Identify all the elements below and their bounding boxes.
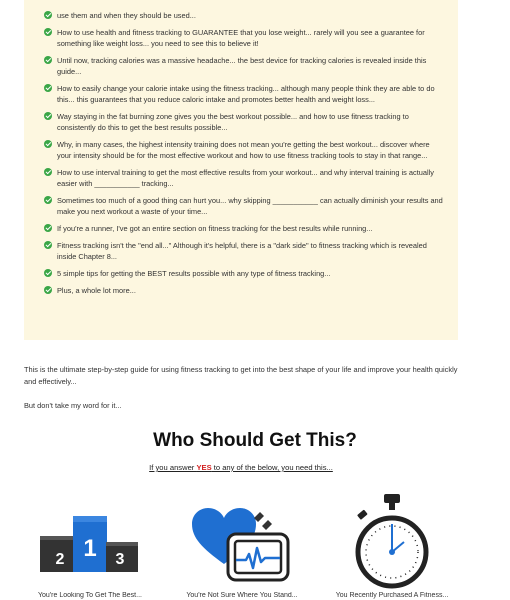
- check-icon: [44, 241, 52, 249]
- podium-number-1: 1: [83, 535, 97, 562]
- feature-bullet-box: [24, 0, 458, 340]
- list-item: Way staying in the fat burning zone gives you the best workout possible... and how to use fitness tracking to consistently do this to get the best results possible...: [44, 111, 446, 133]
- check-icon: [44, 56, 52, 64]
- section-heading: Who Should Get This?: [153, 430, 357, 451]
- check-icon: [44, 196, 52, 204]
- intro-paragraph-2: But don't take my word for it...: [24, 401, 122, 410]
- intro-paragraph: This is the ultimate step-by-step guide for using fitness tracking to get into the best shape of your life and improve your health quickly and effectively...: [24, 365, 458, 386]
- list-item: If you're a runner, I've got an entire section on fitness tracking for the best results while running...: [44, 223, 446, 234]
- caption-3: You Recently Purchased A Fitness...: [335, 592, 449, 599]
- list-item: Sometimes too much of a good thing can hurt you... why skipping ___________ can actually diminish your results and make you next workout a waste of your time...: [44, 195, 446, 217]
- check-icon: [44, 112, 52, 120]
- check-icon: [44, 168, 52, 176]
- list-item: How to use health and fitness tracking to GUARANTEE that you lose weight... rarely will you see a guarantee for something like weight loss... you need to see this to believe it!: [44, 27, 446, 49]
- check-icon: [44, 11, 52, 19]
- check-icon: [44, 286, 52, 294]
- list-item: How to easily change your calorie intake using the fitness tracking... although many people think they are able to do this... this guarantees that you reduce caloric intake and promotes better health and weight loss...: [44, 83, 446, 105]
- check-icon: [44, 84, 52, 92]
- caption-2: You're Not Sure Where You Stand...: [186, 592, 298, 599]
- feature-list: [44, 10, 446, 296]
- list-item: How to use interval training to get the most effective results from your workout... and why interval training is actually easier with ___________ tracking...: [44, 167, 446, 189]
- list-item: Plus, a whole lot more...: [44, 285, 446, 296]
- check-icon: [44, 28, 52, 36]
- list-item: Why, in many cases, the highest intensity training does not mean you're getting the best workout... discover where your intensity should be for the most effective workout and how to use fitness tracking tools to stay in that range...: [44, 139, 446, 161]
- caption-1: You're Looking To Get The Best...: [38, 592, 142, 599]
- podium-number-2: 2: [55, 551, 65, 568]
- list-item: use them and when they should be used...: [44, 10, 446, 21]
- stopwatch-icon: [354, 494, 430, 592]
- check-icon: [44, 140, 52, 148]
- list-item: 5 simple tips for getting the BEST results possible with any type of fitness tracking...: [44, 268, 446, 279]
- list-item: Until now, tracking calories was a massive headache... the best device for tracking calories is revealed inside this guide...: [44, 55, 446, 77]
- podium-number-3: 3: [115, 551, 125, 568]
- check-icon: [44, 269, 52, 277]
- check-icon: [44, 224, 52, 232]
- podium-icon: [40, 516, 140, 572]
- list-item: Fitness tracking isn't the "end all..." Although it's helpful, there is a "dark side" to fitness tracking which is revealed inside Chapter 8...: [44, 240, 446, 262]
- heart-monitor-icon: [192, 508, 292, 582]
- section-subline: If you answer YES to any of the below, you need this...: [149, 463, 333, 472]
